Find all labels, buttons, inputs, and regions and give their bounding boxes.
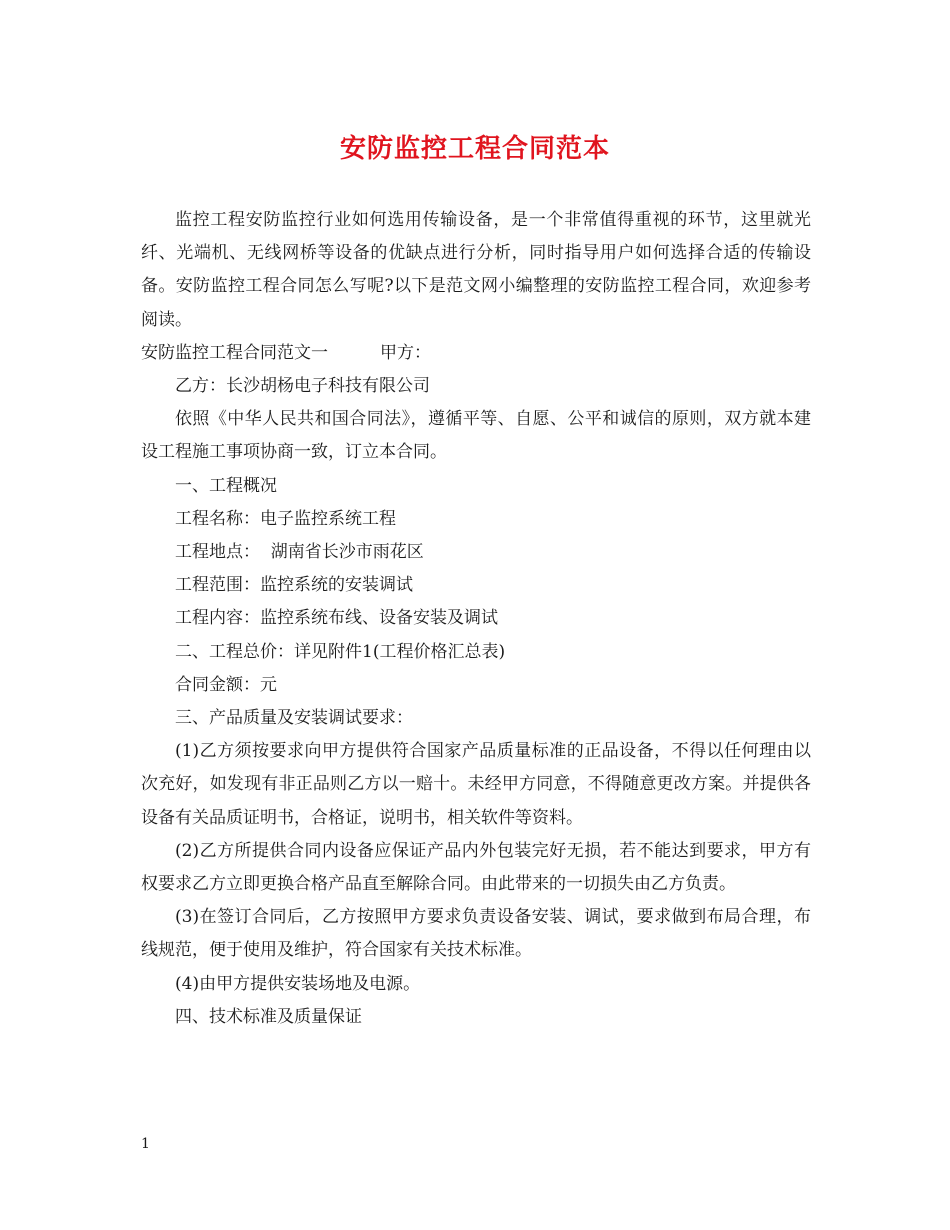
requirement-item-4: (4)由甲方提供安装场地及电源。 [175, 973, 421, 994]
project-scope: 工程范围：监控系统的安装调试 [175, 575, 413, 596]
sample-heading-line [141, 337, 811, 370]
page-number: 1 [141, 1136, 150, 1152]
section-3-heading: 三、产品质量及安装调试要求： [175, 708, 413, 729]
project-name: 工程名称：电子监控系统工程 [175, 508, 396, 529]
party-a: 甲方： [380, 342, 431, 363]
project-location: 工程地点： 湖南省长沙市雨花区 [175, 542, 424, 563]
preamble-paragraph: 依照《中华人民共和国合同法》，遵循平等、自愿、公平和诚信的原则，双方就本建设工程施工事项协商一致，订立本合同。 [141, 409, 811, 463]
contract-amount: 合同金额：元 [175, 674, 277, 695]
intro-paragraph: 监控工程安防监控行业如何选用传输设备，是一个非常值得重视的环节，这里就光纤、光端机、无线网桥等设备的优缺点进行分析，同时指导用户如何选择合适的传输设备。安防监控工程合同怎么写呢?以下是范文网小编整理的安防监控工程合同，欢迎参考阅读。 [141, 210, 811, 330]
section-1-heading: 一、工程概况 [175, 475, 277, 496]
document-body [141, 204, 811, 1034]
document-title: 安防监控工程合同范本 [339, 134, 610, 164]
requirement-item-1: (1)乙方须按要求向甲方提供符合国家产品质量标准的正品设备，不得以任何理由以次充好，如发现有非正品则乙方以一赔十。未经甲方同意，不得随意更改方案。并提供各设备有关品质证明书，合格证，说明书，相关软件等资料。 [141, 741, 811, 828]
section-2-heading: 二、工程总价：详见附件1(工程价格汇总表) [175, 641, 506, 662]
sample-heading: 安防监控工程合同范文一 [141, 342, 328, 363]
requirement-item-2: (2)乙方所提供合同内设备应保证产品内外包装完好无损，若不能达到要求，甲方有权要求乙方立即更换合格产品直至解除合同。由此带来的一切损失由乙方负责。 [141, 840, 811, 895]
project-content: 工程内容：监控系统布线、设备安装及调试 [175, 608, 498, 629]
party-b: 乙方：长沙胡杨电子科技有限公司 [175, 376, 430, 397]
requirement-item-3: (3)在签订合同后，乙方按照甲方要求负责设备安装、调试，要求做到布局合理，布线规范，便于使用及维护，符合国家有关技术标准。 [141, 907, 811, 961]
section-4-heading: 四、技术标准及质量保证 [175, 1006, 362, 1027]
